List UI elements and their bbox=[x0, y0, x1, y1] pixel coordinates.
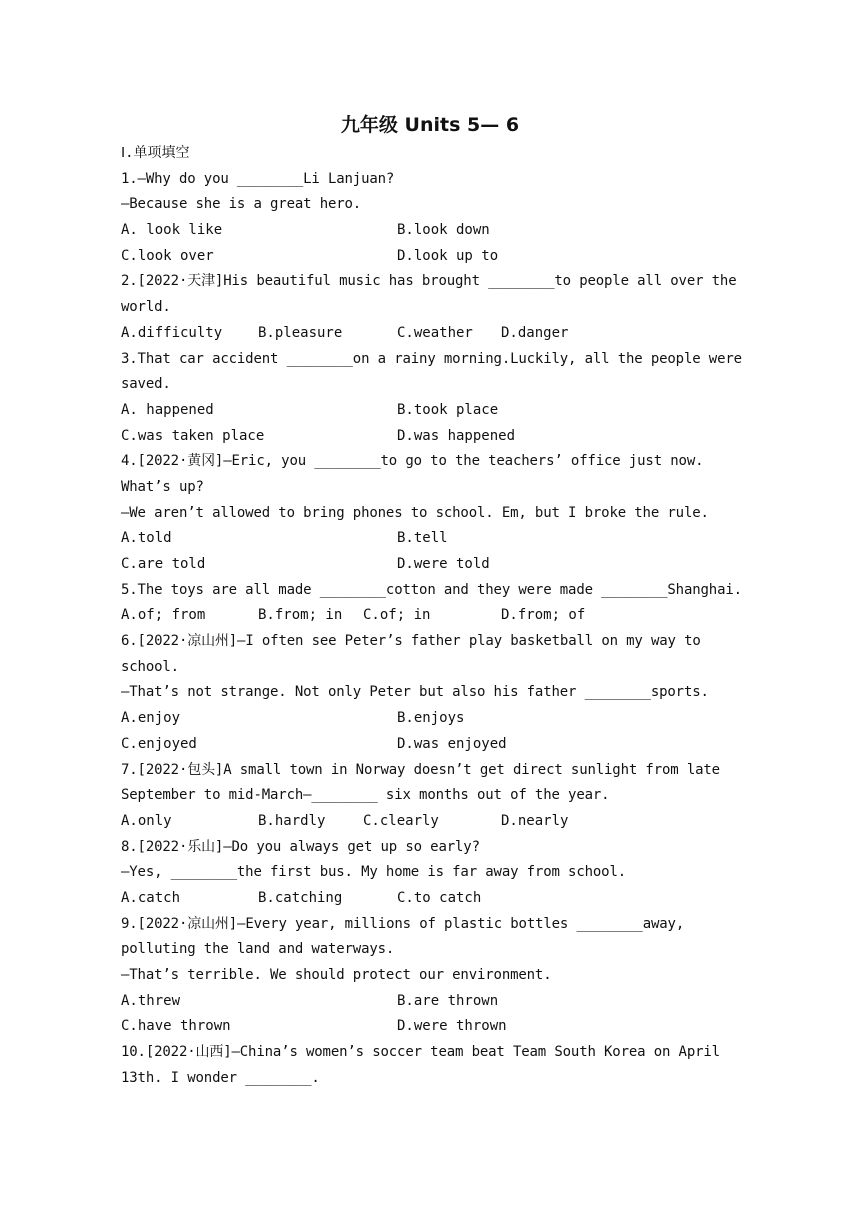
option-d: D.nearly bbox=[501, 812, 569, 829]
page-title: 九年级 Units 5— 6 bbox=[340, 114, 520, 136]
option-b: B.took place bbox=[397, 401, 499, 418]
question-3-options bbox=[121, 398, 741, 424]
question-4: 4.[2022·黄冈]—Eric, you ________to go to the teachers’ office just now. bbox=[121, 453, 704, 470]
question-6-cont: school. bbox=[121, 658, 179, 675]
question-2-options bbox=[121, 321, 741, 347]
question-1-options bbox=[121, 218, 741, 244]
question-7-options bbox=[121, 809, 741, 835]
option-b: B.tell bbox=[397, 530, 448, 547]
question-4-cont: What’s up? bbox=[121, 478, 204, 495]
question-8-reply: —Yes, ________the first bus. My home is far away from school. bbox=[121, 864, 627, 881]
option-a: A.threw bbox=[121, 992, 181, 1009]
option-c: C.are told bbox=[121, 556, 206, 572]
question-9-reply: —That’s terrible. We should protect our environment. bbox=[121, 967, 552, 983]
question-8: 8.[2022·乐山]—Do you always get up so early? bbox=[121, 838, 480, 855]
question-6-reply: —That’s not strange. Not only Peter but also his father ________sports. bbox=[121, 684, 709, 701]
question-3-cont: saved. bbox=[121, 376, 171, 393]
option-d: D.were told bbox=[397, 556, 490, 572]
option-d: D.were thrown bbox=[397, 1018, 507, 1035]
question-10-cont: 13th. I wonder ________. bbox=[121, 1069, 320, 1086]
option-c: C.look over bbox=[121, 247, 214, 264]
option-b: B.are thrown bbox=[397, 992, 499, 1009]
question-1: 1.—Why do you ________Li Lanjuan? bbox=[121, 170, 395, 187]
option-c: C.clearly bbox=[363, 812, 439, 829]
question-2: 2.[2022·天津]His beautiful music has brought ________to people all over the bbox=[121, 273, 737, 290]
question-9-cont: polluting the land and waterways. bbox=[121, 941, 395, 958]
question-6-options bbox=[121, 706, 741, 732]
question-1-options-2 bbox=[121, 244, 741, 270]
option-a: A.enjoy bbox=[121, 710, 181, 727]
question-6-options-2 bbox=[121, 732, 741, 758]
question-4-options bbox=[121, 526, 741, 552]
question-9-options-2 bbox=[121, 1014, 741, 1040]
option-d: D.danger bbox=[501, 324, 569, 341]
option-a: A.difficulty bbox=[121, 324, 223, 341]
option-a: A.of; from bbox=[121, 607, 206, 624]
option-b: B.catching bbox=[258, 889, 343, 906]
question-9: 9.[2022·凉山州]—Every year, millions of plastic bottles ________away, bbox=[121, 915, 685, 932]
option-b: B.pleasure bbox=[258, 324, 343, 341]
option-d: D.from; of bbox=[501, 607, 586, 624]
question-10: 10.[2022·山西]—China’s women’s soccer team beat Team South Korea on April bbox=[121, 1044, 720, 1061]
question-2-cont: world. bbox=[121, 299, 171, 316]
question-6: 6.[2022·凉山州]—I often see Peter’s father play basketball on my way to bbox=[121, 633, 701, 650]
question-5-options bbox=[121, 603, 741, 629]
question-5: 5.The toys are all made ________cotton and they were made ________Shanghai. bbox=[121, 581, 742, 598]
option-a: A. look like bbox=[121, 222, 223, 239]
option-c: C.weather bbox=[397, 324, 473, 341]
option-d: D.look up to bbox=[397, 247, 499, 264]
option-c: C.of; in bbox=[363, 607, 431, 624]
option-b: B.hardly bbox=[258, 812, 326, 829]
option-a: A.told bbox=[121, 530, 172, 547]
question-4-options-2 bbox=[121, 552, 741, 578]
option-c: C.to catch bbox=[397, 889, 482, 906]
option-a: A.only bbox=[121, 812, 172, 829]
question-8-options bbox=[121, 886, 741, 912]
question-3-options-2 bbox=[121, 424, 741, 450]
option-b: B.enjoys bbox=[397, 710, 465, 727]
option-c: C.was taken place bbox=[121, 427, 265, 444]
option-a: A. happened bbox=[121, 401, 214, 418]
option-d: D.was enjoyed bbox=[397, 735, 507, 752]
question-1-reply: —Because she is a great hero. bbox=[121, 196, 362, 213]
section-heading: Ⅰ.单项填空 bbox=[121, 145, 190, 161]
question-3: 3.That car accident ________on a rainy morning.Luckily, all the people were bbox=[121, 350, 742, 367]
question-4-reply: —We aren’t allowed to bring phones to school. Em, but I broke the rule. bbox=[121, 504, 709, 521]
exercise-body bbox=[121, 141, 741, 1091]
option-a: A.catch bbox=[121, 889, 181, 906]
question-7-cont: September to mid-March—________ six months out of the year. bbox=[121, 787, 610, 804]
option-b: B.look down bbox=[397, 222, 490, 239]
option-d: D.was happened bbox=[397, 427, 516, 444]
option-b: B.from; in bbox=[258, 607, 343, 624]
option-c: C.have thrown bbox=[121, 1018, 231, 1035]
option-c: C.enjoyed bbox=[121, 735, 197, 752]
question-7: 7.[2022·包头]A small town in Norway doesn’t get direct sunlight from late bbox=[121, 761, 720, 778]
question-9-options bbox=[121, 989, 741, 1015]
